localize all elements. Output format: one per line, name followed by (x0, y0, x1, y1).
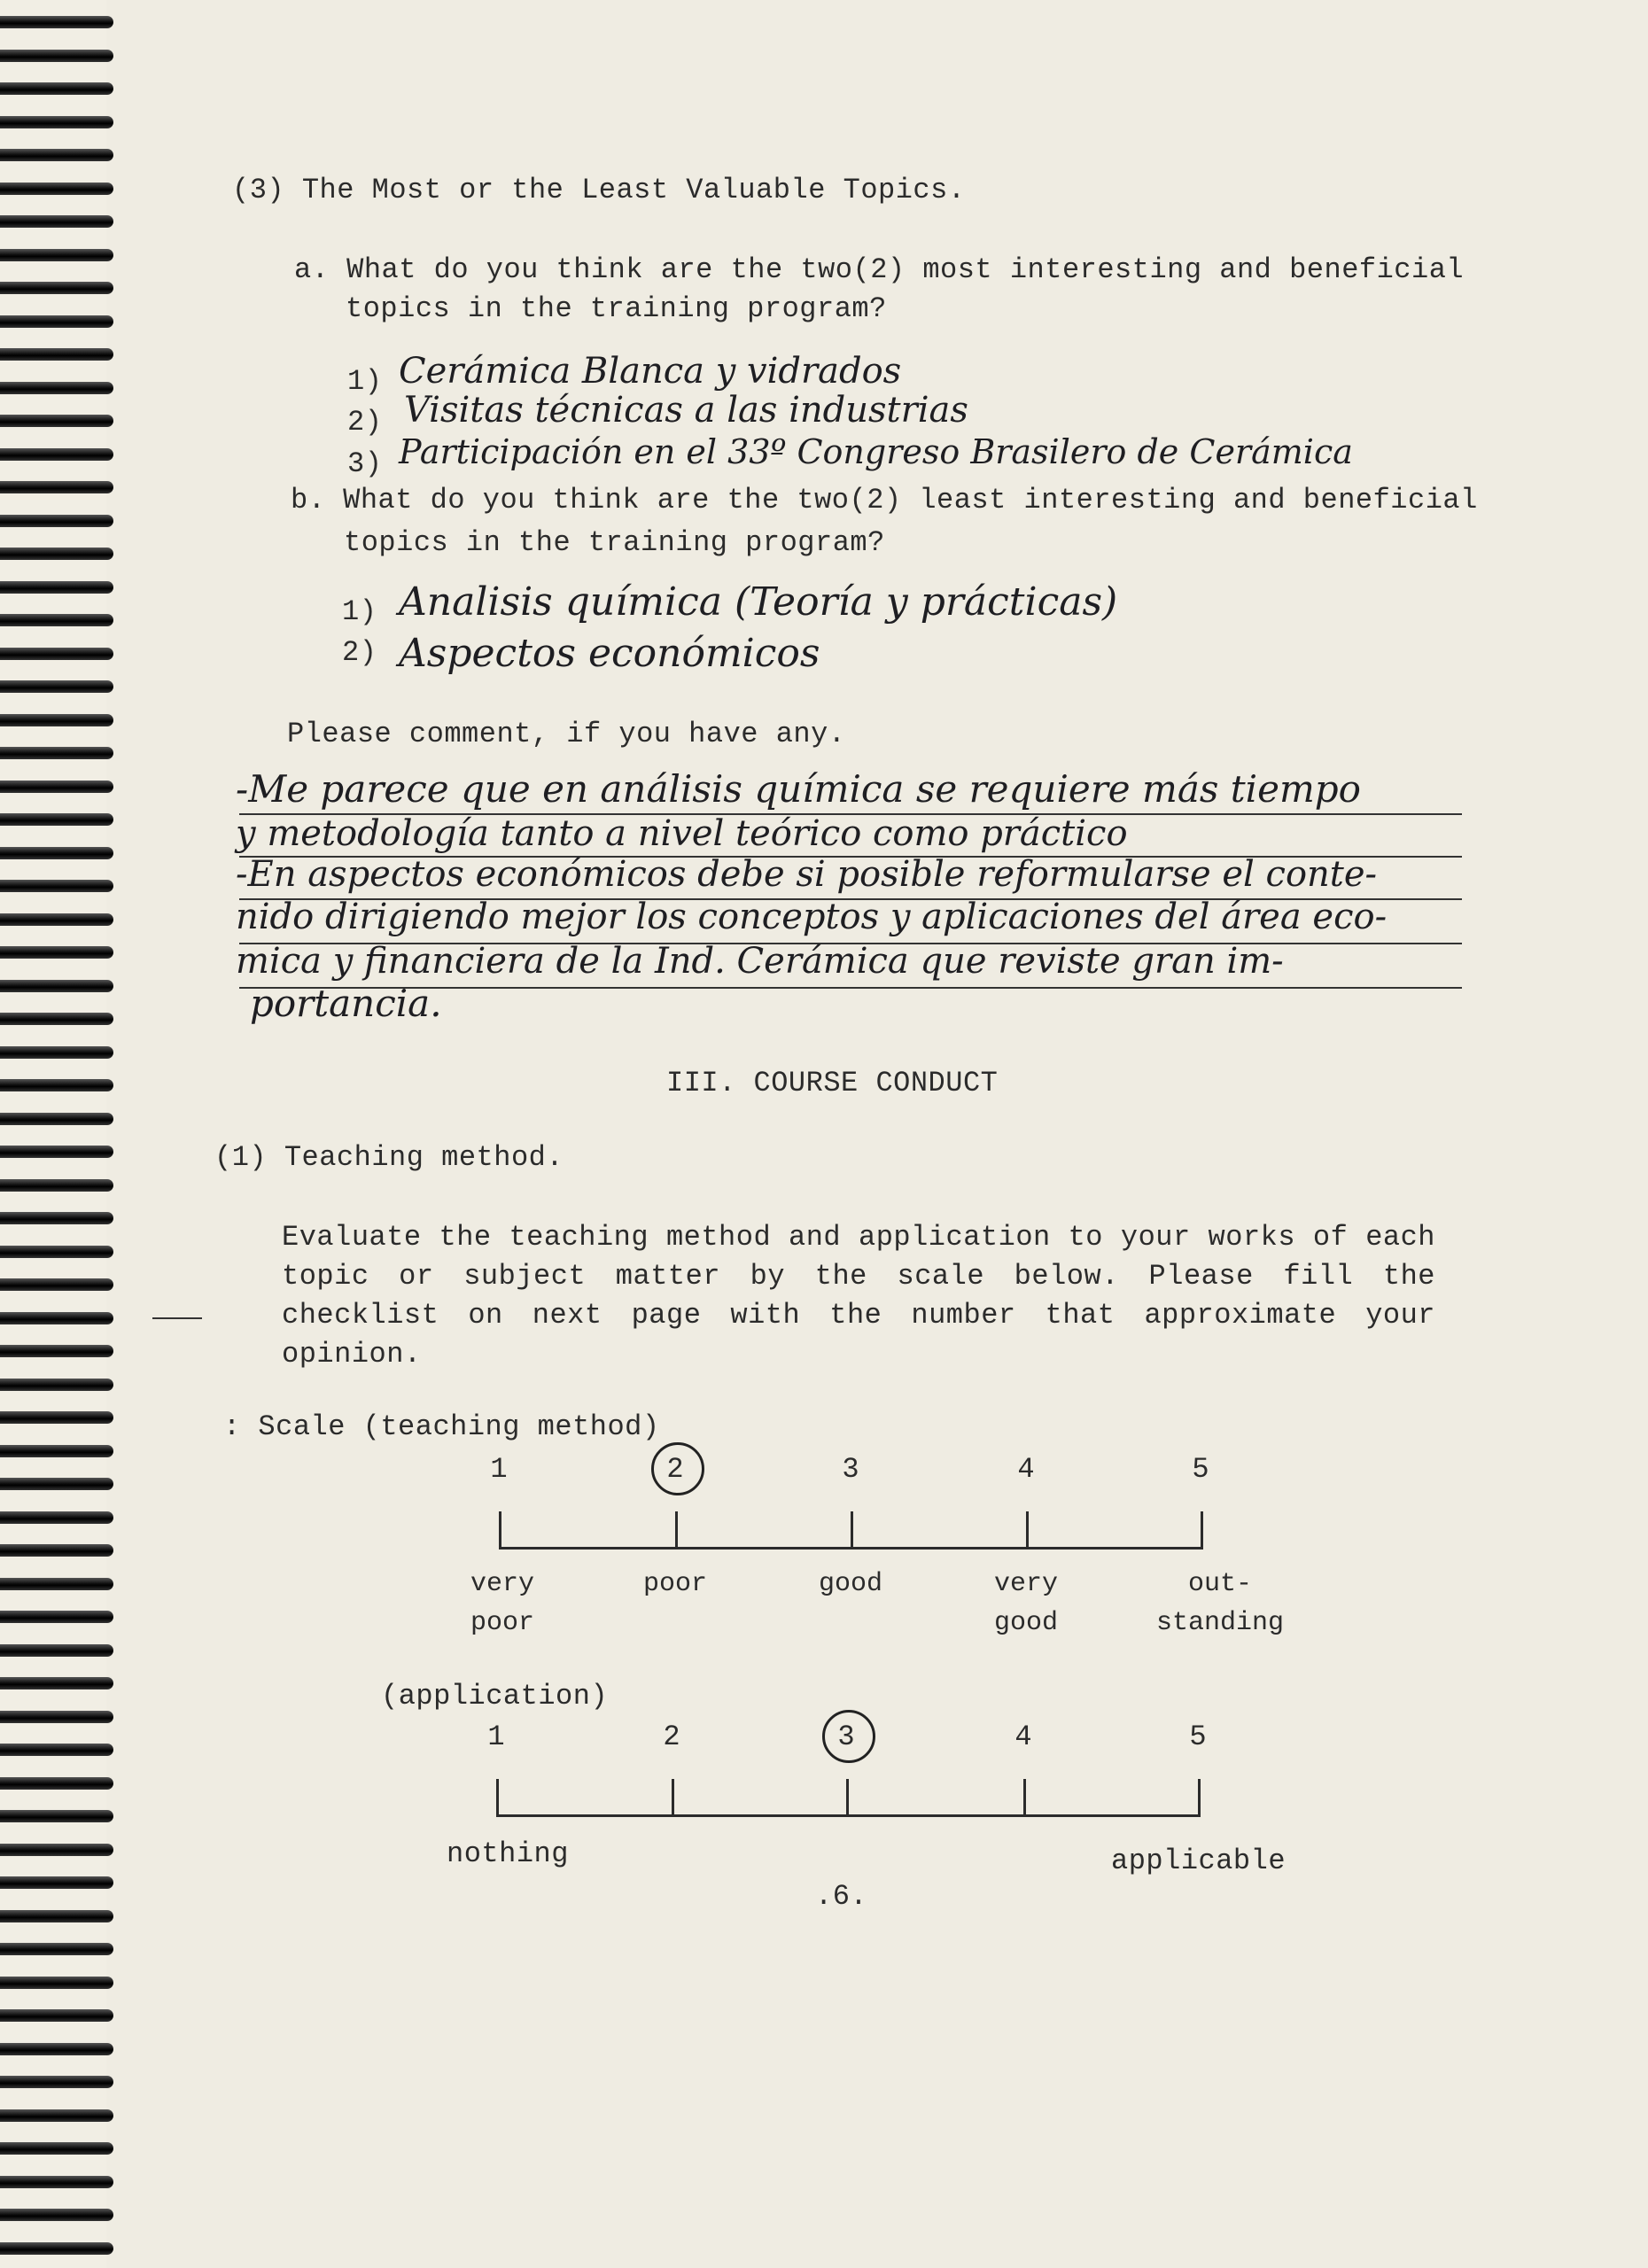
binding-ring (0, 1611, 113, 1623)
binding-ring (0, 282, 113, 294)
comment-line: y metodología tanto a nivel teórico como práctico (236, 813, 1128, 854)
handwritten-answer: Visitas técnicas a las industrias (404, 390, 968, 431)
binding-ring (0, 1113, 113, 1125)
comment-line: -Me parece que en análisis química se requiere más tiempo (236, 767, 1361, 811)
binding-ring (0, 2242, 113, 2255)
paragraph-line: Evaluate the teaching method and application to your works of each (282, 1221, 1435, 1254)
scale-number: 4 (1014, 1720, 1032, 1753)
binding-ring (0, 714, 113, 726)
page-number: .6. (815, 1880, 868, 1913)
binding-ring (0, 980, 113, 992)
scale-tick (1198, 1779, 1201, 1816)
binding-ring (0, 348, 113, 361)
binding-ring (0, 82, 113, 95)
binding-ring (0, 2009, 113, 2022)
binding-ring (0, 1677, 113, 1689)
binding-ring (0, 2076, 113, 2088)
scale-tick (1026, 1511, 1029, 1549)
binding-ring (0, 1379, 113, 1391)
comment-line: mica y financiera de la Ind. Cerámica que reviste gran im- (236, 941, 1284, 982)
binding-ring (0, 149, 113, 161)
binding-ring (0, 880, 113, 892)
scale-left-label: nothing (447, 1837, 569, 1870)
binding-ring (0, 1511, 113, 1524)
handwritten-answer: Cerámica Blanca y vidrados (399, 351, 902, 392)
binding-ring (0, 1644, 113, 1657)
binding-ring (0, 382, 113, 394)
binding-ring (0, 1345, 113, 1357)
binding-ring (0, 1910, 113, 1922)
binding-ring (0, 548, 113, 560)
scale-tick (1201, 1511, 1203, 1549)
binding-ring (0, 1146, 113, 1158)
binding-ring (0, 116, 113, 128)
binding-ring (0, 2209, 113, 2221)
comment-line: -En aspectos económicos debe si posible reformularse el conte- (236, 854, 1378, 895)
question-a-line2: topics in the training program? (346, 292, 887, 325)
binding-ring (0, 1876, 113, 1889)
binding-ring (0, 1844, 113, 1856)
scale-tick (675, 1511, 678, 1549)
scale-number: 2 (663, 1720, 680, 1753)
scale-number: 2 (666, 1453, 684, 1486)
binding-ring (0, 515, 113, 527)
binding-ring (0, 448, 113, 461)
sub-heading: (1) Teaching method. (214, 1141, 564, 1174)
comment-line: nido dirigiendo mejor los conceptos y aplicaciones del área eco- (236, 897, 1388, 937)
binding-ring (0, 1744, 113, 1756)
binding-ring (0, 1212, 113, 1224)
binding-ring (0, 1445, 113, 1457)
binding-ring (0, 648, 113, 660)
comment-line: portancia. (250, 982, 442, 1025)
binding-ring (0, 1478, 113, 1490)
handwritten-answer: Analisis química (Teoría y prácticas) (399, 579, 1118, 625)
selected-rating-circle (651, 1442, 704, 1495)
paragraph-line: topic or subject matter by the scale below. Please fill the (282, 1260, 1435, 1293)
binding-ring (0, 680, 113, 693)
binding-ring (0, 813, 113, 826)
scale-number: 5 (1189, 1720, 1207, 1753)
scale-label: (application) (381, 1680, 609, 1713)
scale-descriptor: very poor (470, 1569, 534, 1638)
binding-ring (0, 1079, 113, 1091)
scale-descriptor: out- standing (1155, 1569, 1285, 1638)
binding-ring (0, 946, 113, 959)
section-title: III. COURSE CONDUCT (666, 1067, 999, 1099)
binding-ring (0, 581, 113, 594)
scale-number: 1 (490, 1453, 508, 1486)
binding-ring (0, 481, 113, 493)
scale-descriptor: good (818, 1569, 882, 1599)
scale-tick (1023, 1779, 1026, 1816)
binding-ring (0, 1977, 113, 1989)
binding-ring (0, 847, 113, 859)
scale-tick (499, 1511, 501, 1549)
binding-ring (0, 1810, 113, 1822)
paragraph-line: checklist on next page with the number that approximate your (282, 1299, 1435, 1332)
binding-spine (0, 0, 106, 2268)
binding-ring (0, 2109, 113, 2122)
scale-tick (496, 1779, 499, 1816)
binding-ring (0, 781, 113, 793)
scale-number: 4 (1017, 1453, 1035, 1486)
scale-descriptor: very good (993, 1569, 1058, 1638)
scale-right-label: applicable (1111, 1845, 1287, 1877)
binding-ring (0, 1046, 113, 1059)
binding-ring (0, 1544, 113, 1557)
binding-ring (0, 249, 113, 261)
binding-ring (0, 1246, 113, 1258)
comment-prompt: Please comment, if you have any. (287, 718, 846, 750)
section-heading: (3) The Most or the Least Valuable Topics. (232, 174, 966, 206)
binding-ring (0, 415, 113, 427)
list-item-number: 2) (342, 636, 377, 669)
scale-number: 1 (487, 1720, 505, 1753)
margin-mark (152, 1317, 202, 1319)
question-a-line1: a. What do you think are the two(2) most interesting and beneficial (294, 253, 1465, 286)
binding-ring (0, 614, 113, 626)
binding-ring (0, 215, 113, 228)
binding-ring (0, 1013, 113, 1025)
handwritten-answer: Participación en el 33º Congreso Brasilero de Cerámica (399, 432, 1353, 471)
binding-ring (0, 1179, 113, 1192)
binding-ring (0, 1578, 113, 1590)
selected-rating-circle (822, 1710, 875, 1763)
list-item-number: 1) (347, 365, 383, 398)
binding-ring (0, 16, 113, 28)
binding-ring (0, 1777, 113, 1790)
binding-ring (0, 1411, 113, 1424)
paragraph-line: opinion. (282, 1338, 422, 1371)
binding-ring (0, 1943, 113, 1955)
binding-ring (0, 50, 113, 62)
scale-label: : Scale (teaching method) (223, 1410, 660, 1443)
scale-tick (851, 1511, 853, 1549)
question-b-line2: topics in the training program? (344, 526, 885, 559)
binding-ring (0, 183, 113, 195)
scale-number: 5 (1192, 1453, 1209, 1486)
binding-ring (0, 747, 113, 759)
binding-ring (0, 315, 113, 328)
scale-number: 3 (842, 1453, 859, 1486)
binding-ring (0, 913, 113, 926)
scale-number: 3 (837, 1720, 855, 1753)
handwritten-answer: Aspectos económicos (399, 631, 820, 676)
binding-ring (0, 2176, 113, 2188)
binding-ring (0, 1312, 113, 1324)
list-item-number: 3) (347, 447, 383, 480)
list-item-number: 2) (347, 406, 383, 439)
binding-ring (0, 2142, 113, 2155)
scale-tick (672, 1779, 674, 1816)
binding-ring (0, 1711, 113, 1723)
question-b-line1: b. What do you think are the two(2) least interesting and beneficial (291, 484, 1478, 517)
list-item-number: 1) (342, 595, 377, 628)
binding-ring (0, 1278, 113, 1291)
scale-tick (846, 1779, 849, 1816)
scale-descriptor: poor (642, 1569, 707, 1599)
binding-ring (0, 2043, 113, 2055)
